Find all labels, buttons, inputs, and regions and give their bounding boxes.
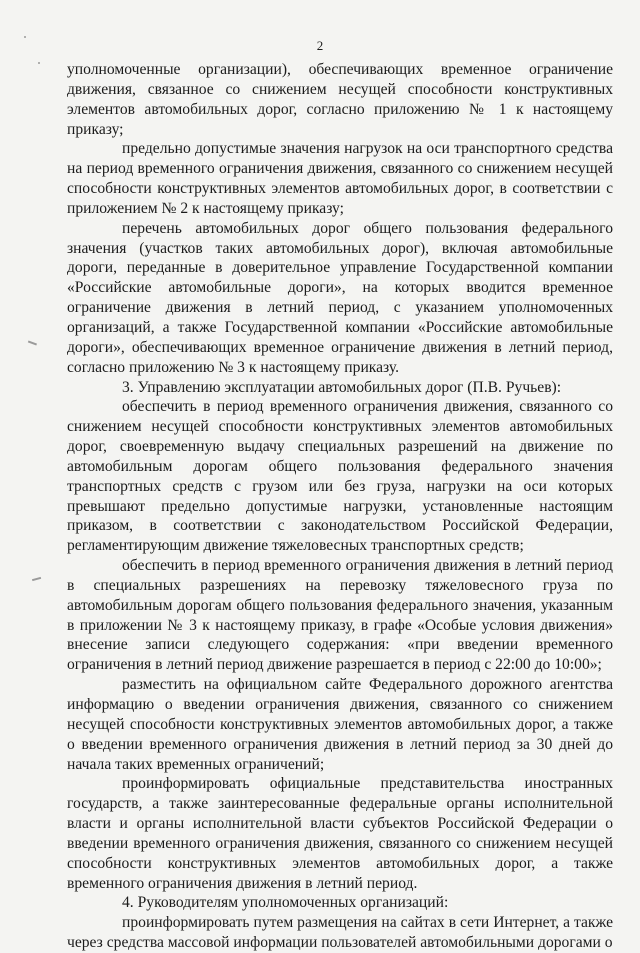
scan-mark [28, 341, 37, 345]
scan-speck [24, 36, 26, 38]
page-number: 2 [316, 38, 324, 53]
paragraph: обеспечить в период временного ограничения движения, связанного со снижением несущей способности конструктивных элементов автомобильных дорог, своевременную выдачу специальных разрешений на движение по автомобильным дорогам общего пользования федерального значения транспортных средств с грузом или без груза, нагрузки на оси которых превышают предельно допустимые нагрузки, установленные настоящим приказом, в соответствии с законодательством Российской Федерации, регламентирующим движение тяжеловесных транспортных средств; [67, 398, 613, 555]
document-body [67, 60, 613, 953]
paragraph: 3. Управлению эксплуатации автомобильных дорог (П.В. Ручьев): [122, 378, 562, 396]
paragraph: проинформировать официальные представительства иностранных государств, а также заинтересованные федеральные органы исполнительной власти и органы исполнительной власти субъектов Российской Федерации о введении временного ограничения движения, связанного со снижением несущей способности конструктивных элементов автомобильных дорог, а также временного ограничения движения в летний период. [67, 775, 613, 892]
scan-speck [38, 62, 40, 64]
paragraph: уполномоченные организации), обеспечивающих временное ограничение движения, связанное со снижением несущей способности конструктивных элементов автомобильных дорог, согласно приложению № 1 к настоящему приказу; [67, 61, 613, 138]
paragraph: проинформировать путем размещения на сайтах в сети Интернет, а также через средства массовой информации пользователей автомобильными дорогами о [67, 914, 613, 952]
paragraph: предельно допустимые значения нагрузок на оси транспортного средства на период временного ограничения движения, связанного со снижением несущей способности конструктивных элементов автомобильных дорог, в соответствии с приложением № 2 к настоящему приказу; [67, 140, 613, 217]
paragraph: обеспечить в период временного ограничения движения в летний период в специальных разрешениях на перевозку тяжеловесного груза по автомобильным дорогам общего пользования федерального значения, указанным в приложении № 3 к настоящему приказу, в графе «Особые условия движения» внесение записи следующего содержания: «при введении временного ограничения в летний период движение разрешается в период с 22:00 до 10:00»; [67, 557, 613, 674]
scan-mark [32, 577, 41, 581]
paragraph: 4. Руководителям уполномоченных организаций: [122, 894, 449, 912]
paragraph: перечень автомобильных дорог общего пользования федерального значения (участков таких автомобильных дорог), включая автомобильные дороги, переданные в доверительное управление Государственной компании «Российские автомобильные дороги», на которых вводится временное ограничение движения в летний период, с указанием уполномоченных организаций, а также Государственной компании «Российские автомобильные дороги», обеспечивающих временное ограничение движения в летний период, согласно приложению № 3 к настоящему приказу. [67, 219, 613, 376]
paragraph: разместить на официальном сайте Федерального дорожного агентства информацию о введении ограничения движения, связанного со снижением несущей способности конструктивных элементов автомобильных дорог, а также о введении временного ограничения движения в летний период за 30 дней до начала таких временных ограничений; [67, 676, 613, 773]
